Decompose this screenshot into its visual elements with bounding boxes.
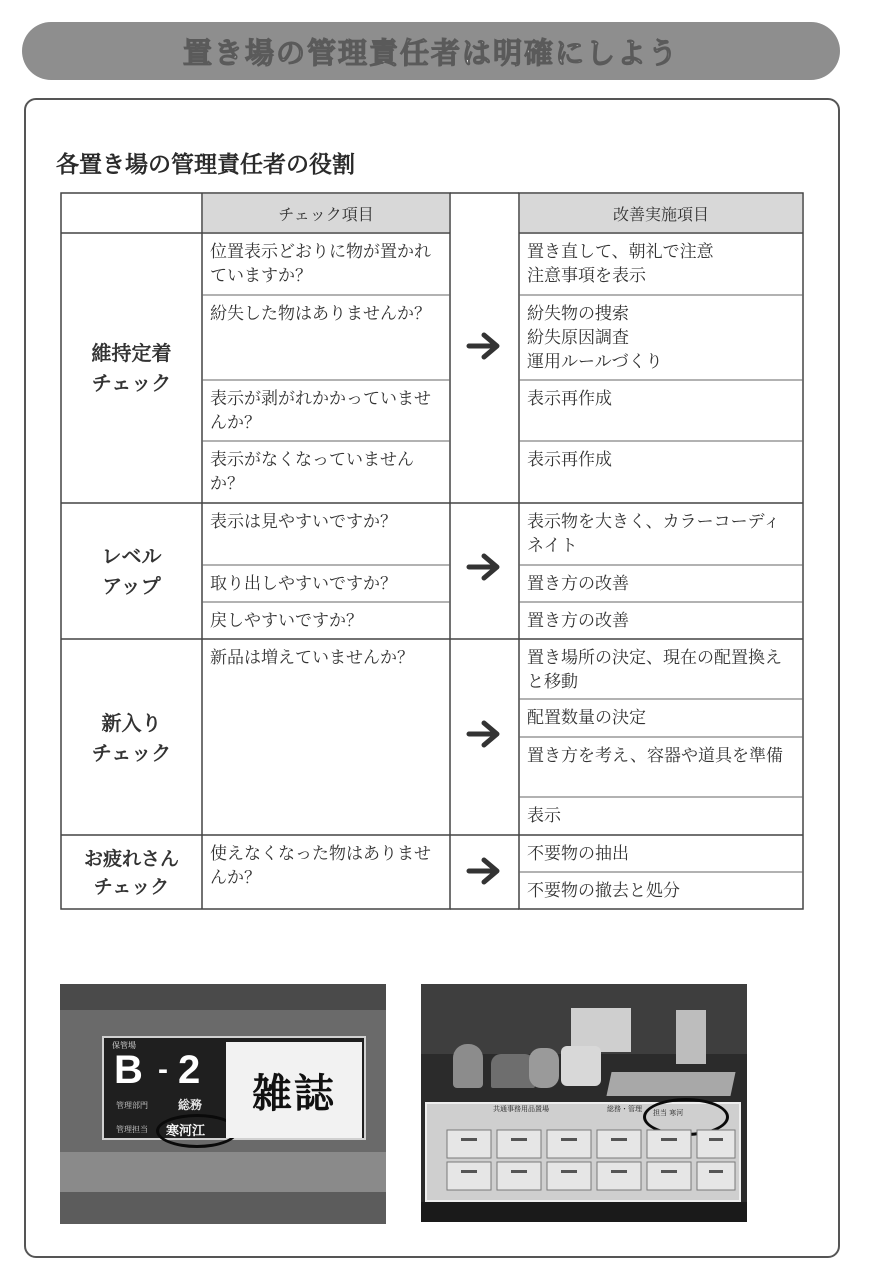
shelf-label-b: 総務・管理 — [607, 1105, 642, 1113]
shelf-photo — [421, 984, 747, 1222]
improve-item: 配置数量の決定 — [527, 708, 646, 728]
section-title: 各置き場の管理責任者の役割 — [56, 152, 355, 178]
improve-item: 紛失物の捜索 紛失原因調査 運用ルールづくり — [527, 304, 663, 372]
title-banner — [22, 22, 840, 80]
improve-item: 置き方の改善 — [527, 574, 629, 594]
category-retired: お疲れさん チェック — [83, 847, 179, 898]
improve-item: 表示再作成 — [527, 389, 612, 409]
check-item: 戻しやすいですか？ — [210, 611, 363, 631]
improve-item: 表示物を大きく、カラーコーディネイト — [527, 512, 781, 556]
stapler — [561, 1046, 601, 1086]
arrow-right-icon — [464, 717, 504, 751]
sign-number: 2 — [178, 1048, 201, 1092]
shelf-label-a: 共通事務用品置場 — [493, 1105, 549, 1113]
improve-item: 不要物の抽出 — [527, 844, 629, 864]
improve-item: 不要物の撤去と処分 — [527, 881, 680, 901]
check-header: チェック項目 — [203, 194, 449, 232]
improve-item: 置き方の改善 — [527, 611, 629, 631]
sign-label-top: 保管場 — [112, 1041, 136, 1050]
check-item: 使えなくなった物はありませんか？ — [210, 844, 431, 888]
banner-title: 置き場の管理責任者は明確にしよう — [182, 35, 679, 70]
arrow-right-icon — [464, 550, 504, 584]
improve-item: 表示再作成 — [527, 450, 612, 470]
check-item: 新品は増えていませんか？ — [210, 648, 414, 668]
sign-manager: 寒河江 — [166, 1124, 206, 1139]
arrow-right-icon — [464, 329, 504, 363]
sign-manager-label: 管理担当 — [116, 1125, 148, 1134]
storage-sign-photo — [60, 984, 386, 1224]
arrow-right-icon — [464, 854, 504, 888]
check-item: 位置表示どおりに物が置かれていますか？ — [210, 242, 431, 286]
check-item: 紛失した物はありませんか？ — [210, 304, 431, 324]
tape-dispenser — [453, 1044, 483, 1088]
category-newcomer: 新入り チェック — [91, 710, 172, 765]
improve-item: 表示 — [527, 806, 561, 826]
sign-dept-label: 管理部門 — [116, 1101, 148, 1110]
sign-code: B — [114, 1048, 143, 1092]
check-item: 表示は見やすいですか？ — [210, 512, 397, 532]
sign-magazine: 雑誌 — [252, 1070, 336, 1117]
improve-header: 改善実施項目 — [520, 194, 802, 232]
improve-item: 置き直して、朝礼で注意 注意事項を表示 — [527, 242, 714, 286]
improve-item: 置き場所の決定、現在の配置換えと移動 — [527, 648, 782, 692]
drawer-grid — [427, 1126, 743, 1196]
check-item: 表示が剥がれかかっていませんか？ — [210, 389, 431, 433]
check-item: 取り出しやすいですか？ — [210, 574, 397, 594]
shelf-label-c: 担当 寒河 — [653, 1109, 684, 1117]
category-levelup: レベル アップ — [101, 544, 162, 598]
sign-dept: 総務 — [178, 1098, 203, 1112]
improve-item: 置き方を考え、容器や道具を準備 — [527, 746, 784, 766]
role-table — [60, 192, 805, 910]
check-item: 表示がなくなっていませんか？ — [210, 450, 414, 494]
category-maintenance: 維持定着 チェック — [91, 341, 172, 395]
sign-dash: - — [158, 1053, 168, 1086]
